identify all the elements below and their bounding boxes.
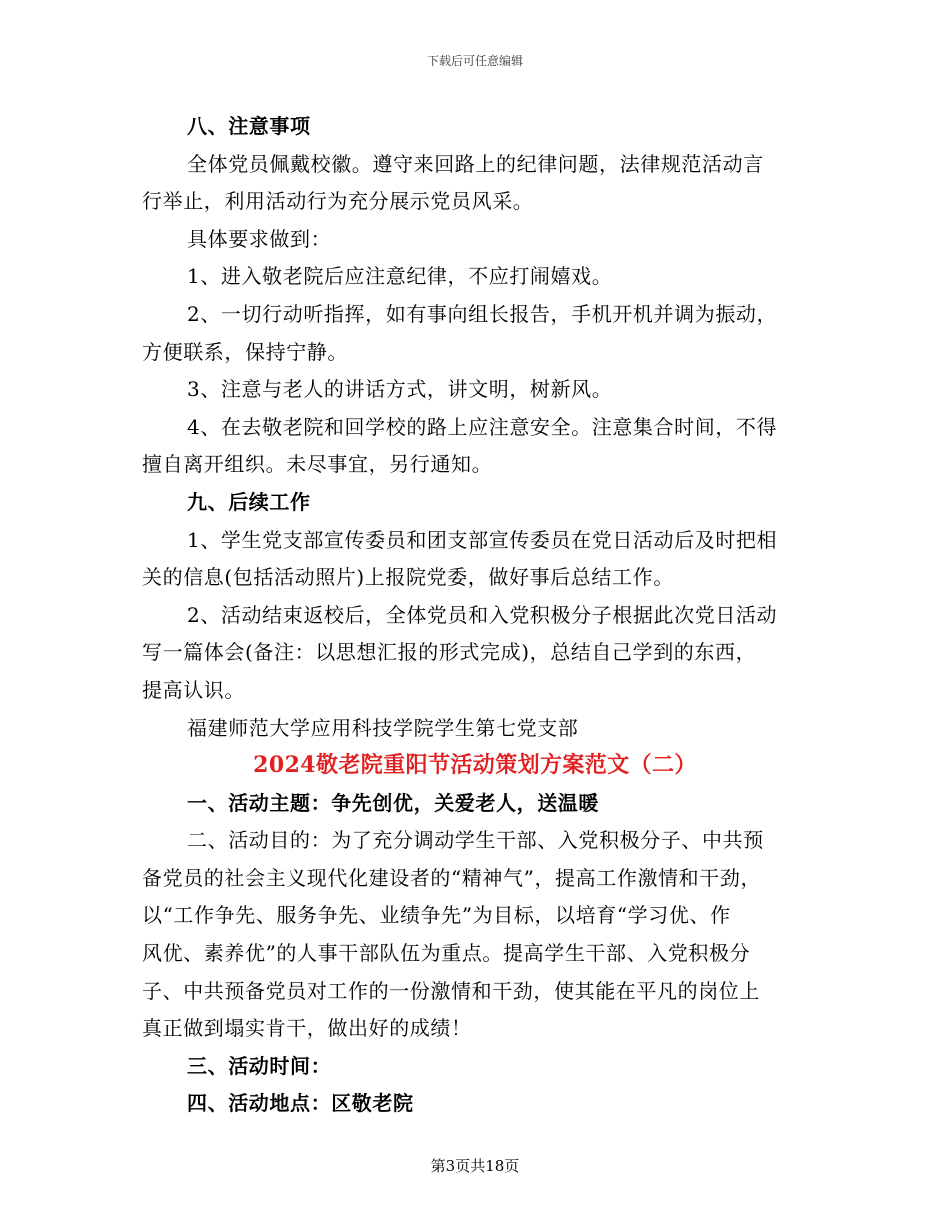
- paragraph-line: 行举止，利用活动行为充分展示党员风采。: [142, 189, 534, 214]
- list-item: 3、注意与老人的讲话方式，讲文明，树新风。: [187, 377, 613, 402]
- section-heading-time: 三、活动时间：: [187, 1053, 332, 1078]
- signature-line: 福建师范大学应用科技学院学生第七党支部: [187, 715, 579, 740]
- paragraph-line: 具体要求做到：: [187, 226, 332, 251]
- document-body: [142, 108, 808, 1123]
- list-item: 1、进入敬老院后应注意纪律，不应打闹嬉戏。: [187, 264, 613, 289]
- section-heading-location: 四、活动地点：区敬老院: [187, 1091, 414, 1116]
- section-heading-notes: 八、注意事项: [187, 114, 311, 138]
- list-item-continuation: 写一篇体会(备注：以思想汇报的形式完成)，总结自己学到的东西，: [142, 640, 757, 665]
- page-footer: 第3页共18页: [430, 1157, 520, 1175]
- paragraph-line: 真正做到塌实肯干，做出好的成绩！: [142, 1016, 472, 1041]
- paragraph-line: 备党员的社会主义现代化建设者的“精神气”，提高工作激情和干劲，: [142, 865, 762, 890]
- list-item-continuation: 关的信息(包括活动照片)上报院党委，做好事后总结工作。: [142, 565, 674, 590]
- section-heading-followup: 九、后续工作: [187, 489, 311, 514]
- list-item-continuation: 擅自离开组织。未尽事宜，另行通知。: [142, 452, 493, 477]
- list-item-continuation: 方便联系，保持宁静。: [142, 339, 348, 364]
- paragraph-line: 风优、素养优”的人事干部队伍为重点。提高学生干部、入党积极分: [142, 941, 751, 966]
- paragraph-line: 子、中共预备党员对工作的一份激情和干劲，使其能在平凡的岗位上: [142, 978, 760, 1003]
- paragraph-line: 二、活动目的：为了充分调动学生干部、入党积极分子、中共预: [187, 828, 764, 853]
- paragraph-line: 以“工作争先、服务争先、业绩争先”为目标，以培育“学习优、作: [142, 903, 731, 928]
- list-item-continuation: 提高认识。: [142, 677, 245, 702]
- list-item: 2、一切行动听指挥，如有事向组长报告，手机开机并调为振动，: [187, 301, 778, 326]
- page-header: 下载后可任意编辑: [426, 54, 523, 68]
- list-item: 4、在去敬老院和回学校的路上应注意安全。注意集合时间，不得: [187, 414, 778, 439]
- document-title: 2024敬老院重阳节活动策划方案范文（二）: [253, 752, 697, 779]
- paragraph-line: 全体党员佩戴校徽。遵守来回路上的纪律问题，法律规范活动言: [187, 151, 764, 176]
- list-item: 2、活动结束返校后，全体党员和入党积极分子根据此次党日活动: [187, 602, 778, 627]
- section-heading-theme: 一、活动主题：争先创优，关爱老人，送温暖: [187, 790, 599, 815]
- list-item: 1、学生党支部宣传委员和团支部宣传委员在党日活动后及时把相: [187, 527, 778, 552]
